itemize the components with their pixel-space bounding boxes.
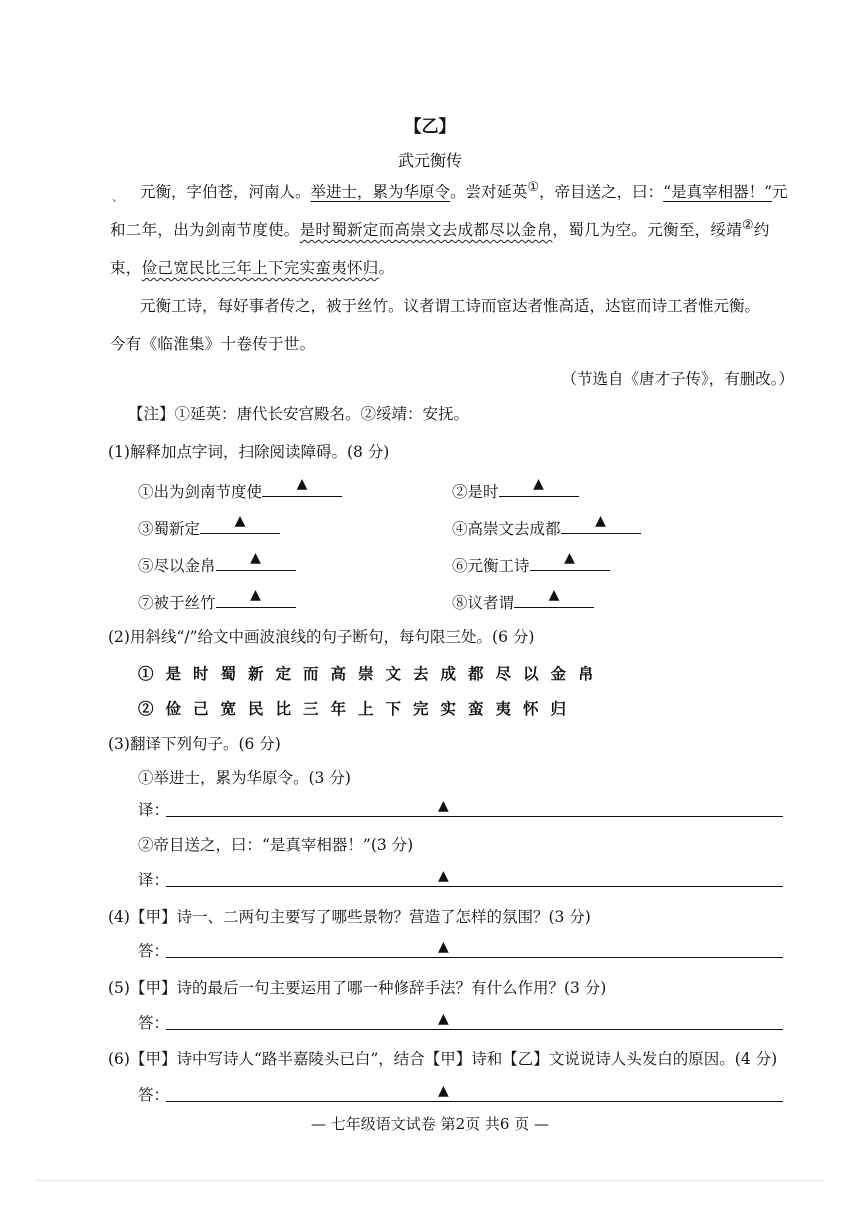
question-5-heading: (5)【甲】诗的最后一句主要运用了哪一种修辞手法？有什么作用？(3 分) — [108, 979, 607, 997]
passage-line-5: 今有《临淮集》十卷传于世。 — [110, 335, 316, 353]
answer-line — [166, 957, 783, 958]
triangle-icon: ▲ — [438, 1011, 449, 1027]
question-6-answer[interactable]: 答： ▲ — [138, 1083, 783, 1109]
note-ref-2: ② — [742, 218, 754, 233]
vocab-item-4: ④高崇文去成都 ▲ — [452, 515, 641, 539]
question-5-answer[interactable]: 答： ▲ — [138, 1011, 783, 1037]
triangle-icon: ▲ — [234, 513, 246, 529]
translation-answer-1[interactable]: 译： ▲ — [138, 798, 783, 824]
passage-line-2: 和二年，出为剑南节度使。是时蜀新定而高崇文去成都尽以金帛，蜀几为空。元衡至，绥靖②约 — [110, 218, 770, 240]
answer-blank[interactable] — [530, 552, 610, 571]
answer-blank[interactable] — [514, 589, 594, 608]
triangle-icon: ▲ — [533, 476, 544, 492]
vocab-item-8: ⑧议者谓 ▲ — [452, 589, 594, 613]
punctuate-sentence-2: ②俭己宽民比三年上下完实蛮夷怀归 — [138, 699, 579, 718]
note-ref-1: ① — [527, 180, 540, 195]
passage-title: 武元衡传 — [397, 151, 462, 170]
source-citation: （节选自《唐才子传》，有删改。） — [561, 370, 794, 388]
answer-line — [166, 1029, 783, 1030]
answer-blank[interactable] — [200, 515, 280, 534]
question-2-heading: (2)用斜线“/”给文中画波浪线的句子断句，每句限三处。(6 分) — [108, 628, 535, 646]
triangle-icon: ▲ — [296, 476, 308, 492]
answer-blank[interactable] — [499, 478, 579, 497]
bottom-divider — [36, 1180, 824, 1181]
underlined-sentence-2: “是真宰相器！” — [663, 183, 772, 202]
answer-blank[interactable] — [262, 478, 342, 497]
translate-sentence-2: ②帝目送之，曰：“是真宰相器！”(3 分) — [138, 836, 414, 854]
passage-line-1: 元衡，字伯苍，河南人。举进士，累为华原令。尝对延英①，帝目送之，曰：“是真宰相器！”元 — [140, 180, 788, 202]
translate-sentence-1: ①举进士，累为华原令。(3 分) — [138, 769, 351, 787]
underlined-sentence-1: 举进士，累为华原令 — [310, 183, 451, 202]
wavy-sentence-2: 俭己宽民比三年上下完实蛮夷怀归 — [141, 259, 379, 277]
answer-line — [166, 816, 783, 817]
wavy-sentence-1: 是时蜀新定而高崇文去成都尽以金帛 — [299, 221, 553, 240]
triangle-icon: ▲ — [438, 1083, 449, 1099]
answer-blank[interactable] — [561, 515, 641, 534]
passage-line-4: 元衡工诗，每好事者传之，被于丝竹。议者谓工诗而宦达者惟高适，达宦而诗工者惟元衡。 — [140, 297, 761, 315]
answer-line — [166, 1101, 783, 1102]
answer-line — [166, 886, 783, 887]
punctuate-sentence-1: ①是时蜀新定而高崇文去成都尽以金帛 — [138, 664, 606, 683]
vocab-item-6: ⑥元衡工诗 ▲ — [452, 552, 610, 576]
triangle-icon: ▲ — [250, 587, 261, 603]
section-mark: 【乙】 — [404, 117, 456, 137]
triangle-icon: ▲ — [438, 798, 449, 814]
question-6-heading: (6)【甲】诗中写诗人“路半嘉陵头已白”，结合【甲】诗和【乙】文说说诗人头发白的原因。(4 分) — [108, 1050, 778, 1068]
triangle-icon: ▲ — [250, 550, 261, 566]
page-footer: — 七年级语文试卷 第2页 共6 页 — — [311, 1115, 549, 1133]
question-4-answer[interactable]: 答： ▲ — [138, 939, 783, 965]
passage-line-3: 束，俭己宽民比三年上下完实蛮夷怀归。 — [110, 259, 395, 277]
question-4-heading: (4)【甲】诗一、二两句主要写了哪些景物？营造了怎样的氛围？(3 分) — [108, 908, 591, 926]
stray-mark: 、 — [112, 190, 125, 204]
answer-blank[interactable] — [216, 552, 296, 571]
triangle-icon: ▲ — [564, 550, 575, 566]
triangle-icon: ▲ — [595, 513, 606, 529]
triangle-icon: ▲ — [438, 868, 449, 884]
vocab-item-5: ⑤尽以金帛 ▲ — [138, 552, 296, 576]
footnote: 【注】①延英：唐代长安宫殿名。②绥靖：安抚。 — [128, 405, 470, 423]
translation-answer-2[interactable]: 译： ▲ — [138, 868, 783, 894]
triangle-icon: ▲ — [548, 587, 560, 603]
vocab-item-1: ①出为剑南节度使 ▲ — [138, 478, 342, 502]
triangle-icon: ▲ — [438, 939, 449, 955]
vocab-item-3: ③蜀新定 ▲ — [138, 515, 280, 539]
vocab-item-2: ②是时 ▲ — [452, 478, 579, 502]
question-1-heading: (1)解释加点字词，扫除阅读障碍。(8 分) — [108, 443, 390, 461]
question-3-heading: (3)翻译下列句子。(6 分) — [108, 735, 281, 753]
answer-blank[interactable] — [216, 589, 296, 608]
vocab-item-7: ⑦被于丝竹 ▲ — [138, 589, 296, 613]
